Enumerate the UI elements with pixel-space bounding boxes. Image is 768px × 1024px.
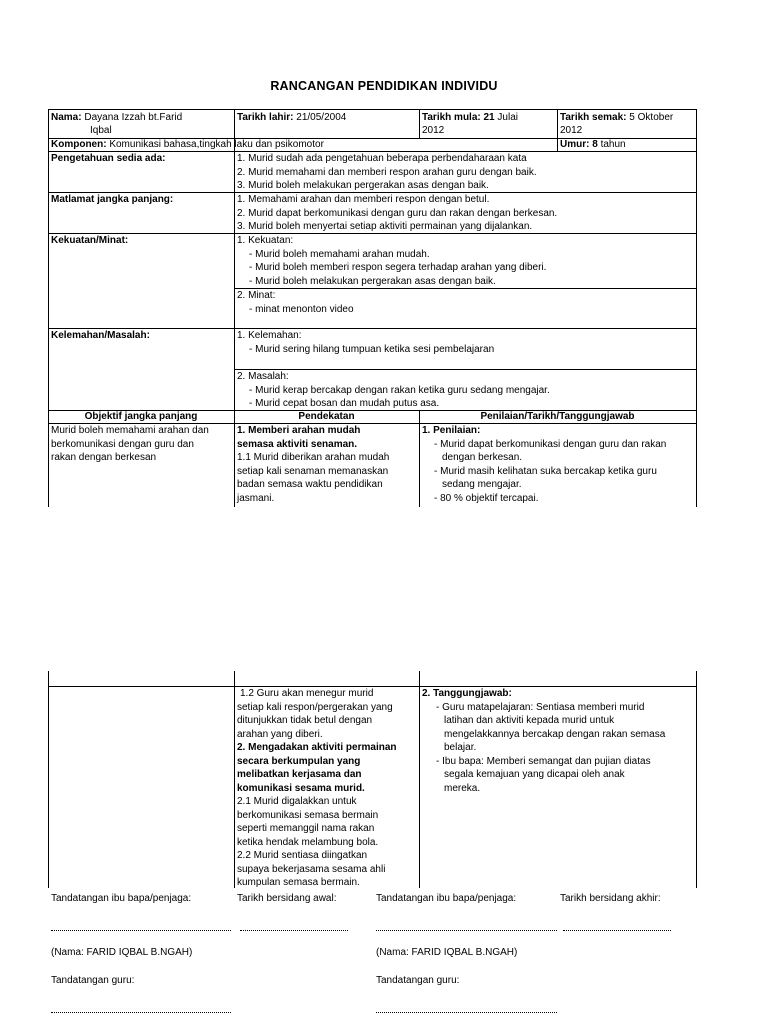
tanggungjawab-heading: 2. Tanggungjawab:	[422, 688, 512, 699]
column-penilaian: Penilaian/Tarikh/Tanggungjawab	[480, 411, 635, 422]
objektif-line: rakan dengan berkesan	[51, 452, 157, 463]
ttd-guru-label: Tandatangan guru:	[51, 975, 135, 986]
date-line	[563, 930, 671, 931]
signature-line	[51, 930, 231, 931]
pendekatan-heading: melibatkan kerjasama dan	[237, 769, 362, 780]
kelemahan-label: Kelemahan/Masalah:	[51, 330, 150, 341]
kekuatan-head: 1. Kekuatan:	[237, 235, 294, 246]
pendekatan-line: seperti memanggil nama rakan	[237, 823, 375, 834]
objektif-line: Murid boleh memahami arahan dan	[51, 425, 209, 436]
minat-item: - minat menonton video	[249, 303, 354, 315]
penilaian-line: dengan berkesan.	[442, 452, 523, 463]
signature-line	[51, 1012, 231, 1013]
kekuatan-item: - Murid boleh memahami arahan mudah.	[249, 248, 430, 260]
masalah-item: - Murid kerap bercakap dengan rakan ketika guru sedang mengajar.	[249, 384, 550, 396]
kekuatan-item: - Murid boleh melakukan pergerakan asas dengan baik.	[249, 275, 496, 287]
pendekatan-line: 2.1 Murid digalakkan untuk	[237, 796, 357, 807]
pendekatan-line: badan semasa waktu pendidikan	[237, 479, 383, 490]
page-title: RANCANGAN PENDIDIKAN INDIVIDU	[270, 79, 498, 93]
masalah-item: - Murid cepat bosan dan mudah putus asa.	[249, 398, 440, 409]
kekuatan-label: Kekuatan/Minat:	[51, 235, 129, 246]
signature-line	[376, 930, 557, 931]
tarikh-mula-year: 2012	[422, 125, 445, 136]
pendekatan-line: setiap kali respon/pergerakan yang	[237, 701, 393, 713]
pengetahuan-label: Pengetahuan sedia ada:	[51, 153, 166, 164]
nama-field: Nama: Dayana Izzah bt.Farid	[51, 112, 183, 123]
nama-penjaga: (Nama: FARID IQBAL B.NGAH)	[51, 947, 193, 958]
pendekatan-line: berkomunikasi semasa bermain	[237, 809, 379, 821]
matlamat-item: 3. Murid boleh menyertai setiap aktiviti permainan yang dijalankan.	[237, 221, 533, 232]
kelemahan-head: 1. Kelemahan:	[237, 330, 302, 341]
kekuatan-item: - Murid boleh memberi respon segera terhadap arahan yang diberi.	[249, 262, 547, 273]
pendekatan-heading: 1. Memberi arahan mudah	[237, 425, 361, 436]
pendekatan-line: ketika hendak melambung bola.	[237, 836, 379, 848]
objektif-line: berkomunikasi dengan guru dan	[51, 438, 194, 450]
komponen: Komponen: Komunikasi bahasa,tingkah laku dan psikomotor	[51, 139, 324, 150]
tarikh-mula: Tarikh mula: 21 Julai	[422, 112, 518, 123]
nama-penjaga: (Nama: FARID IQBAL B.NGAH)	[376, 947, 518, 958]
pengetahuan-item: 2. Murid memahami dan memberi respon arahan guru dengan baik.	[237, 166, 537, 178]
ttd-ibubapa-label: Tandatangan ibu bapa/penjaga:	[51, 893, 192, 904]
matlamat-label: Matlamat jangka panjang:	[51, 194, 174, 205]
tanggungjawab-line: segala kemajuan yang dicapai oleh anak	[444, 769, 625, 780]
tanggungjawab-line: mengelakkannya bercakap dengan rakan semasa	[444, 728, 666, 740]
tanggungjawab-line: latihan dan aktiviti kepada murid untuk	[444, 715, 615, 726]
penilaian-line: - 80 % objektif tercapai.	[434, 492, 539, 504]
pendekatan-line: 1.2 Guru akan menegur murid	[240, 688, 374, 699]
umur: Umur: 8 tahun	[560, 139, 626, 150]
pendekatan-line: ditunjukkan tidak betul dengan	[237, 715, 373, 726]
tanggungjawab-line: - Ibu bapa: Memberi semangat dan pujian diatas	[436, 755, 651, 767]
penilaian-heading: 1. Penilaian:	[422, 425, 481, 436]
tarikh-semak-year: 2012	[560, 125, 583, 136]
pendekatan-line: 2.2 Murid sentiasa diingatkan	[237, 850, 368, 861]
matlamat-item: 2. Murid dapat berkomunikasi dengan guru dan rakan dengan berkesan.	[237, 207, 558, 219]
pendekatan-line: setiap kali senaman memanaskan	[237, 465, 389, 477]
matlamat-item: 1. Memahami arahan dan memberi respon dengan betul.	[237, 194, 490, 205]
ttd-guru-label: Tandatangan guru:	[376, 975, 460, 986]
masalah-head: 2. Masalah:	[237, 371, 289, 382]
pengetahuan-item: 3. Murid boleh melakukan pergerakan asas dengan baik.	[237, 180, 489, 191]
tanggungjawab-line: mereka.	[444, 782, 481, 794]
tanggungjawab-line: belajar.	[444, 742, 477, 753]
pendekatan-heading: secara berkumpulan yang	[237, 755, 361, 767]
pendekatan-line: supaya bekerjasama sesama ahli	[237, 863, 386, 875]
penilaian-line: - Murid masih kelihatan suka bercakap ketika guru	[434, 465, 657, 477]
tarikh-bersidang-akhir-label: Tarikh bersidang akhir:	[560, 893, 661, 904]
pendekatan-line: kumpulan semasa bermain.	[237, 877, 360, 888]
pengetahuan-item: 1. Murid sudah ada pengetahuan beberapa perbendaharaan kata	[237, 153, 527, 164]
tanggungjawab-line: - Guru matapelajaran: Sentiasa memberi murid	[436, 701, 645, 713]
penilaian-line: sedang mengajar.	[442, 479, 522, 490]
tarikh-semak: Tarikh semak: 5 Oktober	[560, 112, 674, 123]
pendekatan-line: jasmani.	[237, 492, 275, 504]
date-line	[240, 930, 348, 931]
pendekatan-line: arahan yang diberi.	[237, 728, 323, 740]
pendekatan-heading: komunikasi sesama murid.	[237, 782, 365, 794]
penilaian-line: - Murid dapat berkomunikasi dengan guru dan rakan	[434, 438, 667, 450]
tarikh-lahir: Tarikh lahir: 21/05/2004	[237, 112, 347, 123]
pendekatan-line: 1.1 Murid diberikan arahan mudah	[237, 452, 390, 463]
signature-line	[376, 1012, 557, 1013]
minat-head: 2. Minat:	[237, 290, 276, 301]
column-objektif: Objektif jangka panjang	[84, 411, 198, 422]
ttd-ibubapa-label: Tandatangan ibu bapa/penjaga:	[376, 893, 517, 904]
tarikh-bersidang-awal-label: Tarikh bersidang awal:	[237, 893, 337, 904]
pendekatan-heading: 2. Mengadakan aktiviti permainan	[237, 742, 397, 753]
pendekatan-heading: semasa aktiviti senaman.	[237, 438, 358, 450]
kelemahan-item: - Murid sering hilang tumpuan ketika sesi pembelajaran	[249, 343, 495, 355]
nama-field-cont: Iqbal	[90, 125, 112, 136]
column-pendekatan: Pendekatan	[298, 411, 355, 422]
